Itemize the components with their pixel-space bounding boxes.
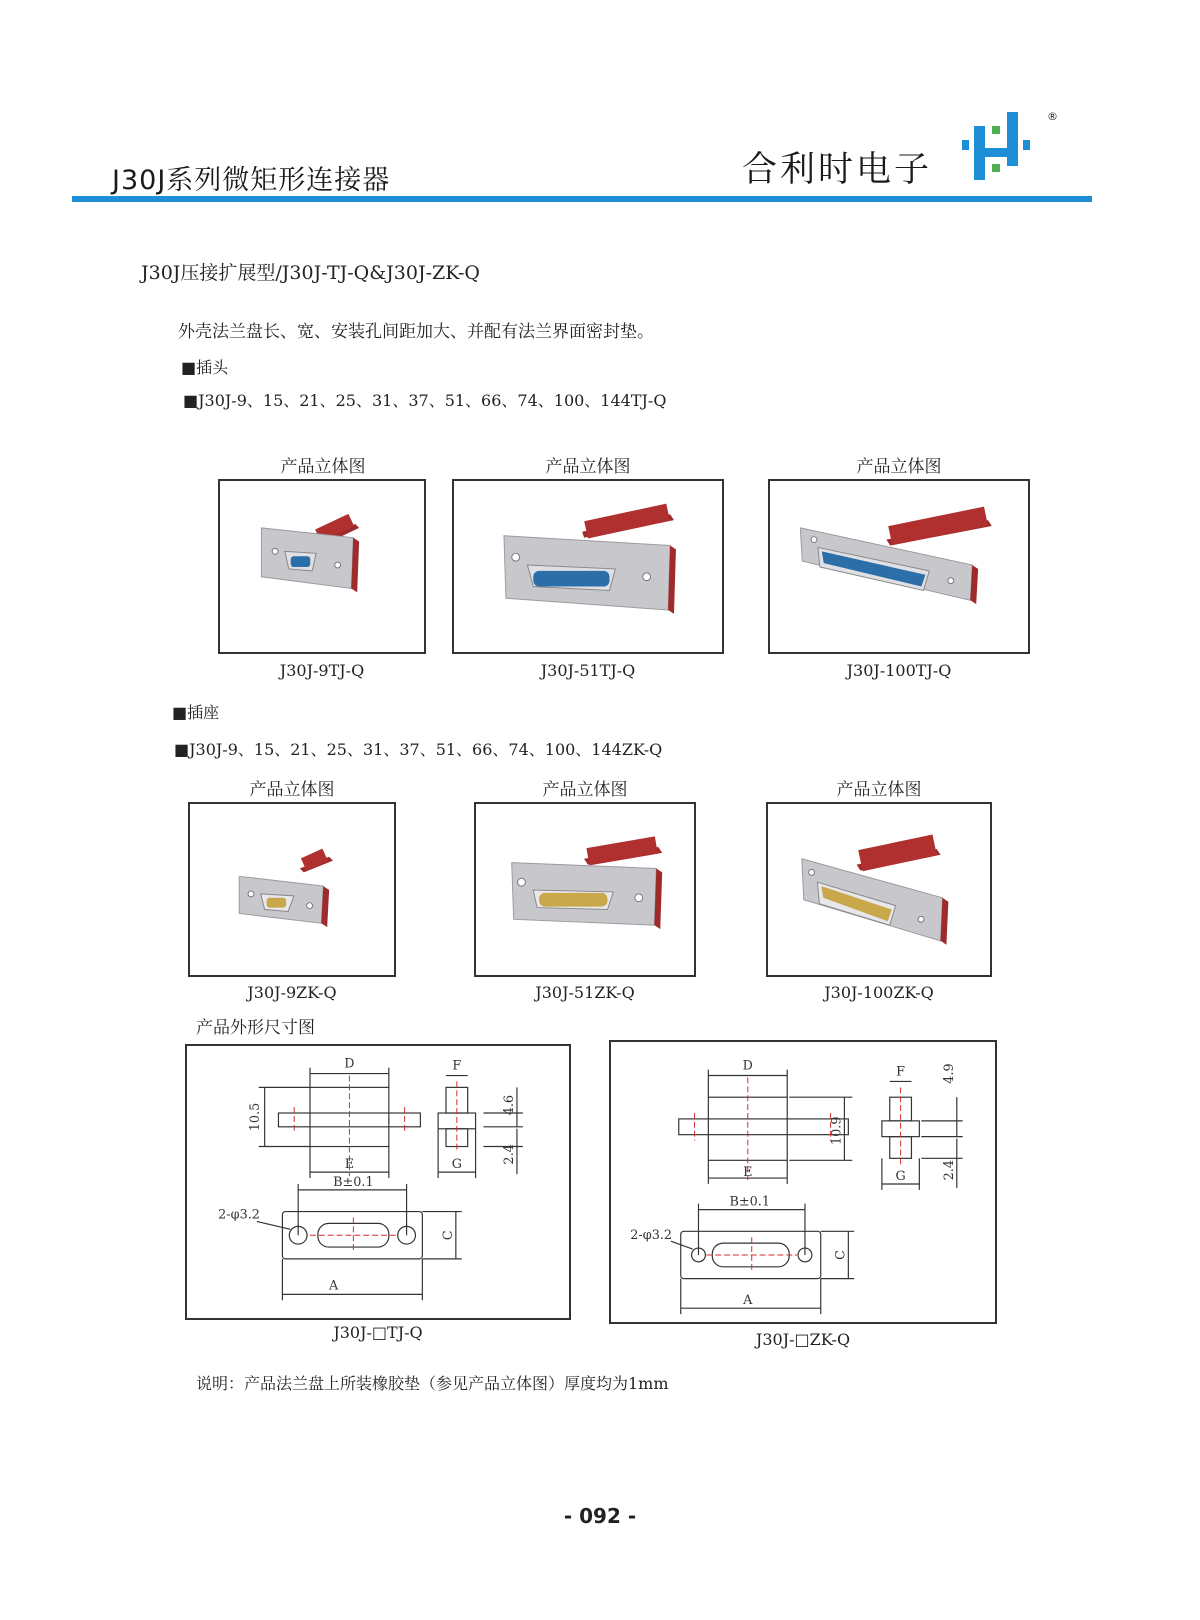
dim-label-bottom: 2.4 bbox=[502, 1144, 518, 1165]
socket-models: ■J30J-9、15、21、25、31、37、51、66、74、100、144ZK-Q bbox=[174, 740, 663, 759]
dim-label-top: 4.9 bbox=[941, 1063, 957, 1084]
footnote: 说明：产品法兰盘上所装橡胶垫（参见产品立体图）厚度均为1mm bbox=[196, 1374, 669, 1393]
view-caption: 产品立体图 bbox=[249, 780, 335, 800]
model-caption: J30J-□ZK-Q bbox=[755, 1330, 851, 1349]
dim-label-b: B±0.1 bbox=[729, 1194, 771, 1210]
dim-label-g: G bbox=[895, 1169, 906, 1185]
view-caption: 产品立体图 bbox=[542, 780, 628, 800]
dim-label-bottom: 2.4 bbox=[941, 1159, 957, 1181]
dim-label-e: E bbox=[344, 1157, 355, 1173]
dim-label-top: 4.6 bbox=[502, 1094, 518, 1116]
dim-label-a: A bbox=[329, 1278, 339, 1294]
dim-label-c: C bbox=[833, 1250, 849, 1260]
plug-heading: ■插头 bbox=[181, 358, 229, 377]
dim-label-b: B±0.1 bbox=[333, 1174, 374, 1190]
section-title: J30J压接扩展型/J30J-TJ-Q&J30J-ZK-Q bbox=[141, 262, 481, 284]
view-caption: 产品立体图 bbox=[545, 457, 631, 477]
plug-9-image bbox=[218, 479, 426, 654]
header-title: J30J系列微矩形连接器 bbox=[112, 165, 391, 196]
dim-label-c: C bbox=[440, 1230, 456, 1241]
socket-9-image bbox=[188, 802, 396, 977]
model-caption: J30J-51ZK-Q bbox=[535, 983, 635, 1002]
model-caption: J30J-100ZK-Q bbox=[824, 983, 934, 1002]
model-caption: J30J-□TJ-Q bbox=[333, 1323, 423, 1342]
plug-models: ■J30J-9、15、21、25、31、37、51、66、74、100、144TJ-Q bbox=[183, 391, 667, 410]
dim-label-height: 10.5 bbox=[247, 1102, 263, 1132]
zk-dimension-drawing bbox=[609, 1040, 997, 1324]
model-caption: J30J-9ZK-Q bbox=[247, 983, 337, 1002]
brand-name: 合利时电子 bbox=[742, 150, 933, 190]
registered-mark: ® bbox=[1047, 110, 1058, 123]
page-number: - 092 - bbox=[563, 1504, 637, 1528]
socket-100-image bbox=[766, 802, 992, 977]
view-caption: 产品立体图 bbox=[836, 780, 922, 800]
plug-100-image bbox=[768, 479, 1030, 654]
dim-label-g: G bbox=[451, 1157, 462, 1173]
brand-logo-icon bbox=[956, 104, 1044, 188]
dimensions-heading: 产品外形尺寸图 bbox=[196, 1018, 315, 1038]
socket-51-image bbox=[474, 802, 696, 977]
view-caption: 产品立体图 bbox=[856, 457, 942, 477]
dim-label-a: A bbox=[743, 1293, 753, 1309]
tj-dimension-drawing bbox=[185, 1044, 571, 1320]
plug-51-image bbox=[452, 479, 724, 654]
dim-label-hole: 2-φ3.2 bbox=[218, 1207, 260, 1223]
section-description: 外壳法兰盘长、宽、安装孔间距加大、并配有法兰界面密封垫。 bbox=[178, 322, 654, 342]
view-caption: 产品立体图 bbox=[280, 457, 366, 477]
dim-label-f: F bbox=[452, 1058, 462, 1074]
dim-label-d: D bbox=[344, 1056, 355, 1072]
model-caption: J30J-9TJ-Q bbox=[279, 661, 365, 680]
model-caption: J30J-51TJ-Q bbox=[540, 661, 636, 680]
header-rule bbox=[72, 196, 1092, 202]
dim-label-height: 10.9 bbox=[829, 1116, 845, 1145]
model-caption: J30J-100TJ-Q bbox=[846, 661, 952, 680]
dim-label-e: E bbox=[743, 1165, 753, 1181]
dim-label-f: F bbox=[896, 1064, 906, 1080]
dim-label-hole: 2-φ3.2 bbox=[630, 1228, 673, 1244]
dim-label-d: D bbox=[742, 1058, 753, 1074]
socket-heading: ■插座 bbox=[172, 703, 220, 722]
